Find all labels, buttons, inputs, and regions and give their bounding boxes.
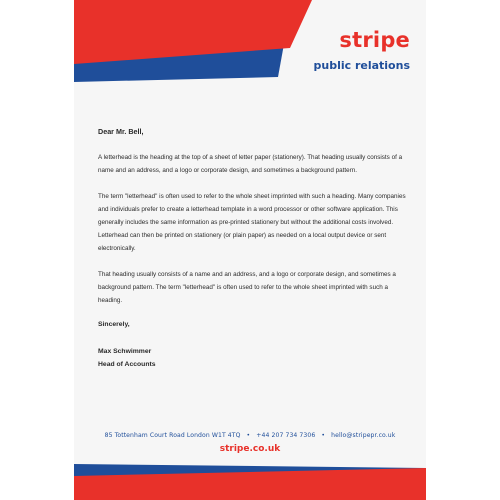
footer-separator-1: • (246, 432, 251, 439)
paragraph-2: The term "letterhead" is often used to refer to the whole sheet imprinted with such a heading. Many companies and individuals prefer to create a letterhead template in a word processor or other software application. This generally includes the same information as pre-printed stationery but without the additional costs involved. Letterhead can then be printed on stationery (or plain paper) as needed on a local output device or sent electronically. (98, 192, 406, 252)
footer-separator-2: • (321, 432, 326, 439)
signature-name: Max Schwimmer (98, 347, 152, 355)
footer-address: 85 Tottenham Court Road London W1T 4TQ (104, 432, 241, 439)
paragraph-1: A letterhead is the heading at the top of a sheet of letter paper (stationery). That heading usually consists of a name and an address, and a logo or corporate design, and sometimes a background pattern. (98, 153, 403, 174)
letter-body (98, 128, 406, 371)
salutation: Dear Mr. Bell, (98, 127, 144, 136)
brand-subtitle: public relations (313, 59, 410, 72)
closing: Sincerely, (98, 320, 130, 328)
footer-website[interactable]: stripe.co.uk (219, 444, 281, 454)
footer-phone: +44 207 734 7306 (256, 432, 316, 439)
letterhead-page (74, 0, 426, 500)
signature-title: Head of Accounts (98, 360, 156, 368)
brand-logo-text: stripe (339, 28, 410, 52)
paragraph-3: That heading usually consists of a name and an address, and a logo or corporate design, and sometimes a background pattern. The term "letterhead" is often used to refer to the whole sheet imprinted with such a heading. (98, 270, 396, 304)
footer-email[interactable]: hello@stripepr.co.uk (331, 432, 396, 439)
footer-stripes-graphic (74, 464, 426, 500)
footer-contact-line (74, 432, 426, 439)
